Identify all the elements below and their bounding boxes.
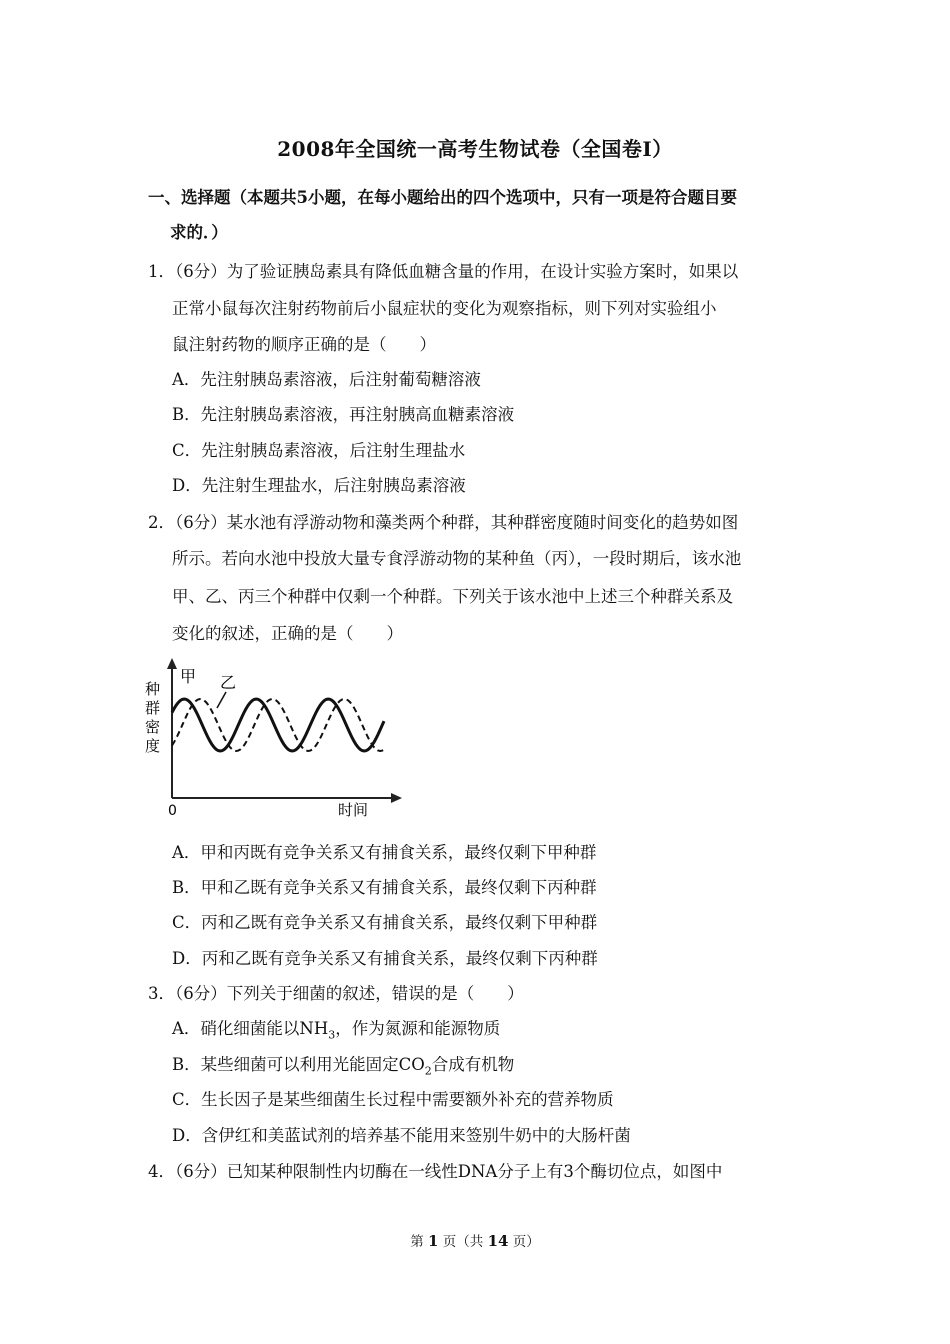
- q3-option-a-sub: 3: [328, 1028, 336, 1042]
- q3-option-b: [172, 1054, 514, 1082]
- q2-line3: 甲、乙、丙三个种群中仅剩一个种群。下列关于该水池中上述三个种群关系及: [172, 587, 733, 606]
- q2-option-c: C．丙和乙既有竞争关系又有捕食关系，最终仅剩下甲种群: [172, 913, 598, 932]
- origin-label: 0: [168, 803, 177, 818]
- y-label-char-2: 群: [145, 699, 161, 717]
- q1-line3: 鼠注射药物的顺序正确的是（ ）: [172, 335, 436, 354]
- section-heading-line1: 一、选择题（本题共5小题，在每小题给出的四个选项中，只有一项是符合题目要: [148, 188, 737, 207]
- page-title: 2008年全国统一高考生物试卷（全国卷Ⅰ）: [277, 137, 673, 161]
- y-label-char-4: 度: [145, 737, 161, 755]
- q3-option-c: C．生长因子是某些细菌生长过程中需要额外补充的营养物质: [172, 1090, 614, 1109]
- footer-total-pages: 14: [487, 1232, 509, 1250]
- q1-line1: 1．（6分）为了验证胰岛素具有降低血糖含量的作用，在设计实验方案时，如果以: [148, 262, 739, 281]
- q2-option-b: B．甲和乙既有竞争关系又有捕食关系，最终仅剩下丙种群: [172, 878, 597, 897]
- page-footer: [0, 1230, 950, 1250]
- series-label-yi: 乙: [220, 673, 237, 692]
- section-heading: [148, 180, 818, 250]
- q3-option-d: D．含伊红和美蓝试剂的培养基不能用来签别牛奶中的大肠杆菌: [172, 1126, 631, 1145]
- population-density-graph: [140, 658, 405, 818]
- q3-option-a-post: ，作为氮源和能源物质: [335, 1019, 501, 1038]
- y-label-char-3: 密: [145, 718, 161, 736]
- q1-line2: 正常小鼠每次注射药物前后小鼠症状的变化为观察指标，则下列对实验组小: [172, 299, 717, 318]
- q2-line4: 变化的叙述，正确的是（ ）: [172, 624, 403, 643]
- q1-option-a: A．先注射胰岛素溶液，后注射葡萄糖溶液: [172, 370, 481, 389]
- q1-option-b: B．先注射胰岛素溶液，再注射胰高血糖素溶液: [172, 405, 515, 424]
- q2-option-d: D．丙和乙既有竞争关系又有捕食关系，最终仅剩下丙种群: [172, 949, 598, 968]
- footer-suffix: 页）: [512, 1234, 540, 1250]
- curve-jia: [172, 699, 384, 751]
- q2-line2: 所示。若向水池中投放大量专食浮游动物的某种鱼（丙），一段时期后，该水池: [172, 549, 742, 568]
- section-heading-line2: 求的．）: [170, 223, 228, 242]
- series-label-jia: 甲: [180, 667, 197, 686]
- q4-line1: 4．（6分）已知某种限制性内切酶在一线性DNA分子上有3个酶切位点，如图中: [148, 1162, 723, 1181]
- x-axis-arrow: [391, 793, 402, 803]
- q3-line1: 3．（6分）下列关于细菌的叙述，错误的是（ ）: [148, 984, 524, 1003]
- q2-option-a: A．甲和丙既有竞争关系又有捕食关系，最终仅剩下甲种群: [172, 843, 597, 862]
- q1-option-d: D．先注射生理盐水，后注射胰岛素溶液: [172, 476, 466, 495]
- q3-option-b-post: 合成有机物: [431, 1055, 515, 1074]
- footer-prefix: 第: [410, 1234, 424, 1250]
- q3-option-b-pre: B．某些细菌可以利用光能固定CO: [172, 1055, 425, 1074]
- q3-option-b-sub: 2: [424, 1064, 432, 1078]
- yi-pointer: [217, 692, 226, 708]
- q2-line1: 2．（6分）某水池有浮游动物和藻类两个种群，其种群密度随时间变化的趋势如图: [148, 513, 739, 532]
- y-axis-arrow: [167, 658, 177, 669]
- footer-page-number: 1: [428, 1232, 439, 1250]
- footer-middle: 页（共: [442, 1234, 484, 1250]
- y-label-char-1: 种: [145, 680, 161, 698]
- q1-option-c: C．先注射胰岛素溶液，后注射生理盐水: [172, 441, 466, 460]
- x-axis-label: 时间: [338, 801, 369, 818]
- q3-option-a-pre: A．硝化细菌能以NH: [172, 1019, 329, 1038]
- q3-option-a: [172, 1018, 500, 1046]
